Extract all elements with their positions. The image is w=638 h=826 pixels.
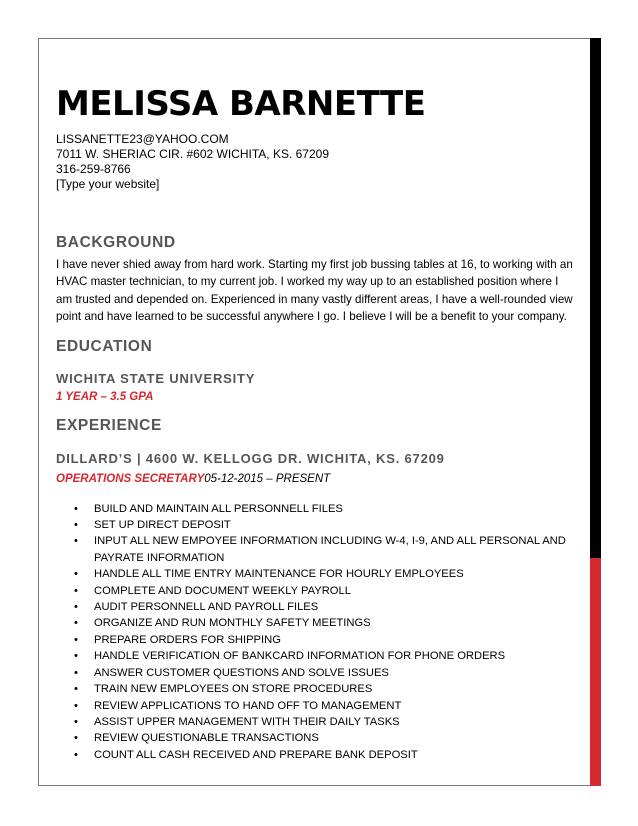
bullet-icon: • [74,502,78,515]
bullet-icon: • [74,666,78,679]
bullet-icon: • [74,715,78,728]
duty-text: COUNT ALL CASH RECEIVED AND PREPARE BANK DEPOSIT [94,748,418,761]
duty-text: AUDIT PERSONNELL AND PAYROLL FILES [94,601,319,614]
education-heading: EDUCATION [56,337,153,355]
address-text: 7011 W. SHERIAC CIR. #602 WICHITA, KS. 67209 [56,147,329,161]
bullet-icon: • [74,732,78,745]
list-item [56,698,576,714]
duty-text: PREPARE ORDERS FOR SHIPPING [94,633,281,646]
bullet-icon: • [74,601,78,614]
education-detail: 1 YEAR – 3.5 GPA [56,390,154,403]
phone-text: 316-259-8766 [56,162,131,176]
bullet-icon: • [74,535,78,548]
list-item [56,747,576,763]
job-title-line [56,469,576,487]
duty-text: ASSIST UPPER MANAGEMENT WITH THEIR DAILY TASKS [94,715,400,728]
duty-text: BUILD AND MAINTAIN ALL PERSONNELL FILES [94,502,343,515]
duty-text: ORGANIZE AND RUN MONTHLY SAFETY MEETINGS [94,617,371,630]
duty-text: HANDLE ALL TIME ENTRY MAINTENANCE FOR HOURLY EMPLOYEES [94,568,464,581]
resume-content [56,84,576,763]
side-bar-red [590,558,601,786]
background-heading: BACKGROUND [56,234,176,251]
bullet-icon: • [74,699,78,712]
duty-text: TRAIN NEW EMPLOYEES ON STORE PROCEDURES [94,683,373,696]
duty-text: INPUT ALL NEW EMPOYEE INFORMATION INCLUDING W-4, I-9, AND ALL PERSONAL AND PAYRATE INFORMATION [94,535,566,564]
bullet-icon: • [74,650,78,663]
list-item [56,501,576,517]
employer-line: DILLARD’S | 4600 W. KELLOGG DR. WICHITA, KS. 67209 [56,450,445,466]
duty-text: ANSWER CUSTOMER QUESTIONS AND SOLVE ISSUES [94,666,389,679]
duty-text: REVIEW QUESTIONABLE TRANSACTIONS [94,732,319,745]
bullet-icon: • [74,617,78,630]
list-item [56,615,576,631]
contact-block [56,132,576,192]
bullet-icon: • [74,748,78,761]
bullet-icon: • [74,519,78,532]
list-item [56,583,576,599]
bullet-icon: • [74,568,78,581]
list-item [56,632,576,648]
list-item [56,566,576,582]
bullet-icon: • [74,633,78,646]
list-item [56,517,576,533]
bullet-icon: • [74,584,78,597]
duty-text: SET UP DIRECT DEPOSIT [94,519,231,532]
experience-heading: EXPERIENCE [56,416,162,434]
bullet-icon: • [74,683,78,696]
list-item [56,648,576,664]
list-item [56,665,576,681]
job-title: OPERATIONS SECRETARY [56,472,205,485]
website-text: [Type your website] [56,177,160,191]
list-item [56,599,576,615]
email-text: LISSANETTE23@YAHOO.COM [56,132,229,146]
background-text: I have never shied away from hard work. Starting my first job bussing tables at 16, to working with an HVAC master technician, to my current job. I worked my way up to an established position where I am trusted and depended on. Experienced in many vastly different areas, I have a well-rounded view point and have learned to be successful anywhere I go. I believe I will be a benefit to your company. [56,258,573,324]
school-name: WICHITA STATE UNIVERSITY [56,370,256,386]
list-item [56,533,576,566]
candidate-name: MELISSA BARNETTE [56,84,426,124]
list-item [56,714,576,730]
duty-text: COMPLETE AND DOCUMENT WEEKLY PAYROLL [94,584,351,597]
duties-list [56,501,576,764]
list-item [56,681,576,697]
duty-text: HANDLE VERIFICATION OF BANKCARD INFORMATION FOR PHONE ORDERS [94,650,506,663]
list-item [56,730,576,746]
side-bar-black [590,38,601,558]
job-dates: 05-12-2015 – PRESENT [204,472,331,485]
duty-text: REVIEW APPLICATIONS TO HAND OFF TO MANAGEMENT [94,699,402,712]
